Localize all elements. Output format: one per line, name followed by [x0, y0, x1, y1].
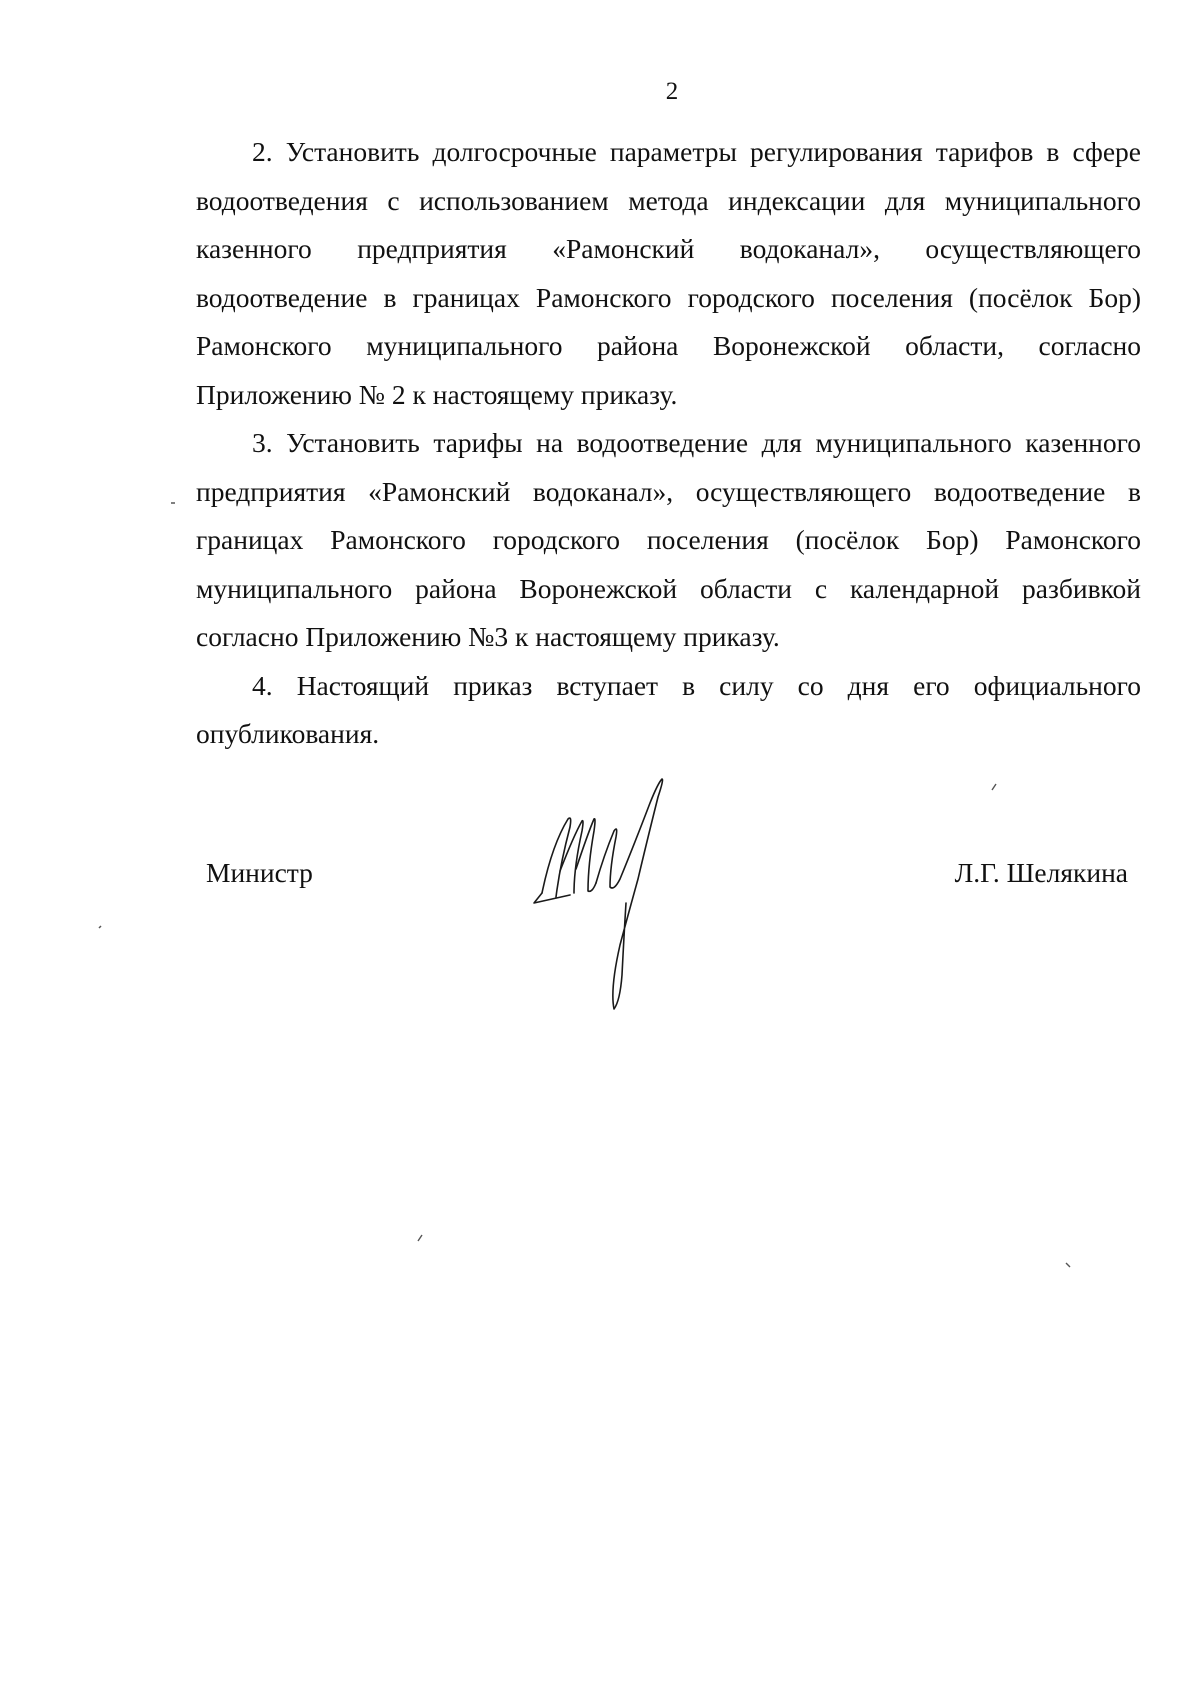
handwritten-signature	[530, 775, 710, 1010]
page-number: 2	[665, 78, 679, 105]
signatory-name: Л.Г. Шелякина	[954, 857, 1128, 888]
scan-speck	[990, 782, 998, 792]
paragraph-4: 4. Настоящий приказ вступает в силу со дня его официального опубликования.	[196, 669, 1141, 749]
scan-speck	[170, 501, 176, 505]
document-body	[196, 128, 1141, 759]
paragraph-2: 2. Установить долгосрочные параметры регулирования тарифов в сфере водоотведения с использованием метода индексации для муниципального казенного предприятия «Рамонский водоканал», осуществляющего водоотведение в границах Рамонского городского поселения (посёлок Бор) Рамонского муниципального района Воронежской области, согласно Приложению № 2 к настоящему приказу.	[196, 136, 1141, 410]
scan-speck	[416, 1233, 424, 1243]
scan-speck	[1064, 1261, 1072, 1269]
scan-speck	[97, 924, 103, 930]
paragraph-3: 3. Установить тарифы на водоотведение для муниципального казенного предприятия «Рамонский водоканал», осуществляющего водоотведение в границах Рамонского городского поселения (посёлок Бор) Рамонского муниципального района Воронежской области с календарной разбивкой согласно Приложению №3 к настоящему приказу.	[196, 427, 1141, 652]
signatory-title: Министр	[206, 857, 313, 888]
